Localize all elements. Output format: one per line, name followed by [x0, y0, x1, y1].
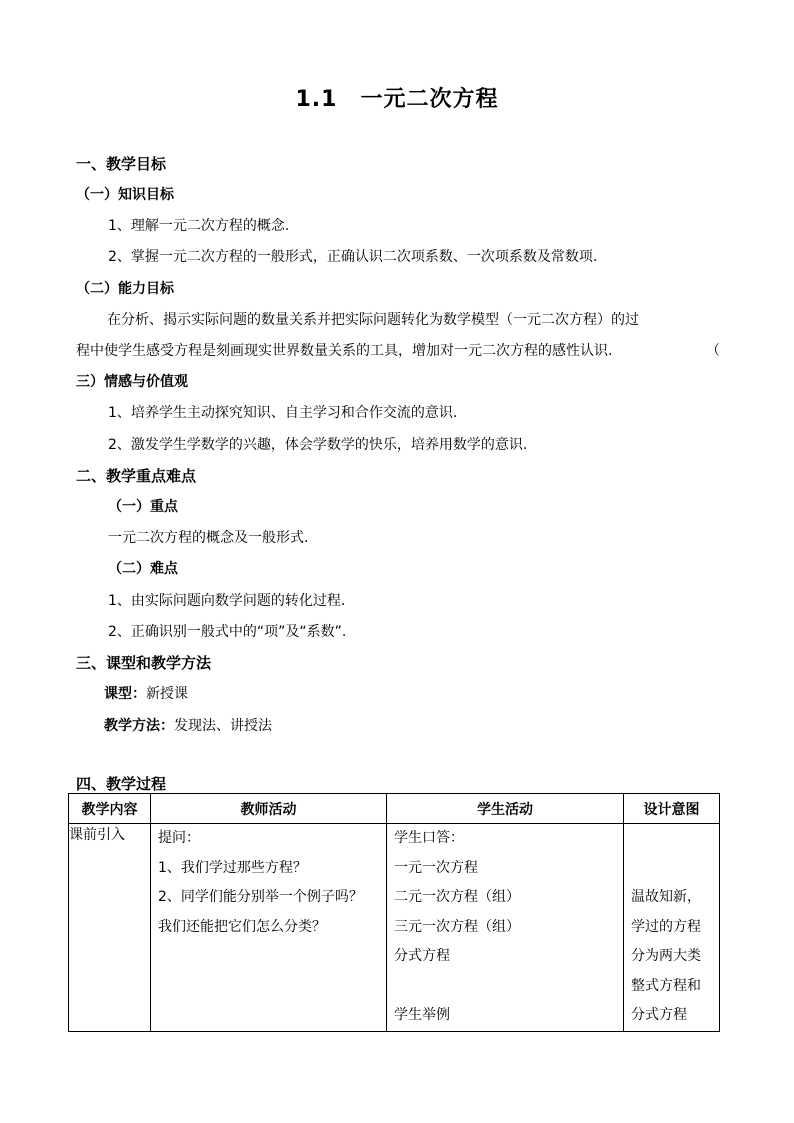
intent-line: 温故知新， — [631, 889, 701, 905]
subheading-focus: （一）重点 — [108, 499, 178, 515]
ability-paragraph-line-1: 在分析、揭示实际问题的数量关系并把实际问题转化为数学模型（一元二次方程）的过 — [107, 312, 639, 328]
subheading-ability: （二）能力目标 — [76, 281, 174, 297]
teaching-process-table — [68, 793, 720, 1032]
teacher-line: 2、同学们能分别举一个例子吗？ — [158, 889, 363, 905]
lesson-type-value: 新授课 — [146, 686, 188, 702]
table-header-row — [69, 794, 720, 824]
section-heading-process: 四、教学过程 — [76, 775, 167, 793]
lesson-type — [104, 684, 188, 704]
intent-line: 分为两大类 — [631, 948, 701, 964]
teaching-method-value: 发现法、讲授法 — [174, 718, 272, 734]
cell-teacher — [151, 824, 387, 1032]
ability-paragraph-line-2: 程中使学生感受方程是刻画现实世界数量关系的工具，增加对一元二次方程的感性认识. — [76, 343, 613, 359]
intent-line — [624, 854, 719, 884]
teaching-method-label: 教学方法： — [104, 718, 174, 734]
teacher-line: 提问： — [158, 830, 200, 846]
intent-line: 学过的方程 — [631, 918, 701, 935]
student-line: 分式方程 — [394, 948, 450, 964]
emotion-item-1: 1、培养学生主动探究知识、自主学习和合作交流的意识. — [108, 405, 458, 421]
cell-intent — [624, 824, 720, 1032]
header-teacher: 教师活动 — [151, 794, 387, 824]
intent-line — [624, 824, 719, 854]
focus-text: 一元二次方程的概念及一般形式. — [108, 530, 309, 546]
header-student: 学生活动 — [387, 794, 624, 824]
cell-student — [387, 824, 624, 1032]
subheading-knowledge: （一）知识目标 — [76, 187, 174, 203]
emotion-item-2: 2、激发学生学数学的兴趣，体会学数学的快乐，培养用数学的意识. — [108, 437, 528, 453]
header-content: 教学内容 — [69, 794, 151, 824]
intent-line: 整式方程和 — [631, 977, 701, 994]
student-line — [387, 972, 623, 1002]
knowledge-item-1: 1、理解一元二次方程的概念. — [108, 218, 290, 234]
section-heading-key-points: 二、教学重点难点 — [76, 467, 197, 485]
student-line: 三元一次方程（组） — [394, 918, 520, 935]
section-heading-objectives: 一、教学目标 — [76, 155, 167, 173]
student-line: 学生举例 — [394, 1007, 450, 1023]
difficulty-item-2: 2、正确识别一般式中的“项”及“系数”. — [108, 624, 347, 640]
difficulty-item-1: 1、由实际问题向数学问题的转化过程. — [108, 593, 346, 609]
subheading-difficulty: （二）难点 — [108, 561, 178, 577]
student-line: 学生口答： — [394, 830, 464, 846]
knowledge-item-2: 2、掌握一元二次方程的一般形式，正确认识二次项系数、一次项系数及常数项. — [108, 249, 598, 265]
intent-line: 分式方程 — [631, 1007, 687, 1023]
lesson-type-label: 课型： — [104, 686, 146, 702]
teacher-line: 我们还能把它们怎么分类？ — [158, 918, 326, 935]
subheading-emotion-values: 三）情感与价值观 — [76, 374, 188, 390]
teacher-line: 1、我们学过那些方程？ — [158, 859, 307, 876]
cell-content: 课前引入 — [69, 824, 151, 1032]
section-heading-methods: 三、课型和教学方法 — [76, 654, 212, 672]
header-intent: 设计意图 — [624, 794, 720, 824]
student-line: 二元一次方程（组） — [394, 889, 520, 905]
page-title: 1.1 一元二次方程 — [295, 87, 499, 112]
stray-parenthesis: （ — [706, 343, 720, 359]
student-line: 一元一次方程 — [394, 859, 478, 876]
teaching-method — [104, 716, 272, 736]
table-row — [69, 824, 720, 1032]
